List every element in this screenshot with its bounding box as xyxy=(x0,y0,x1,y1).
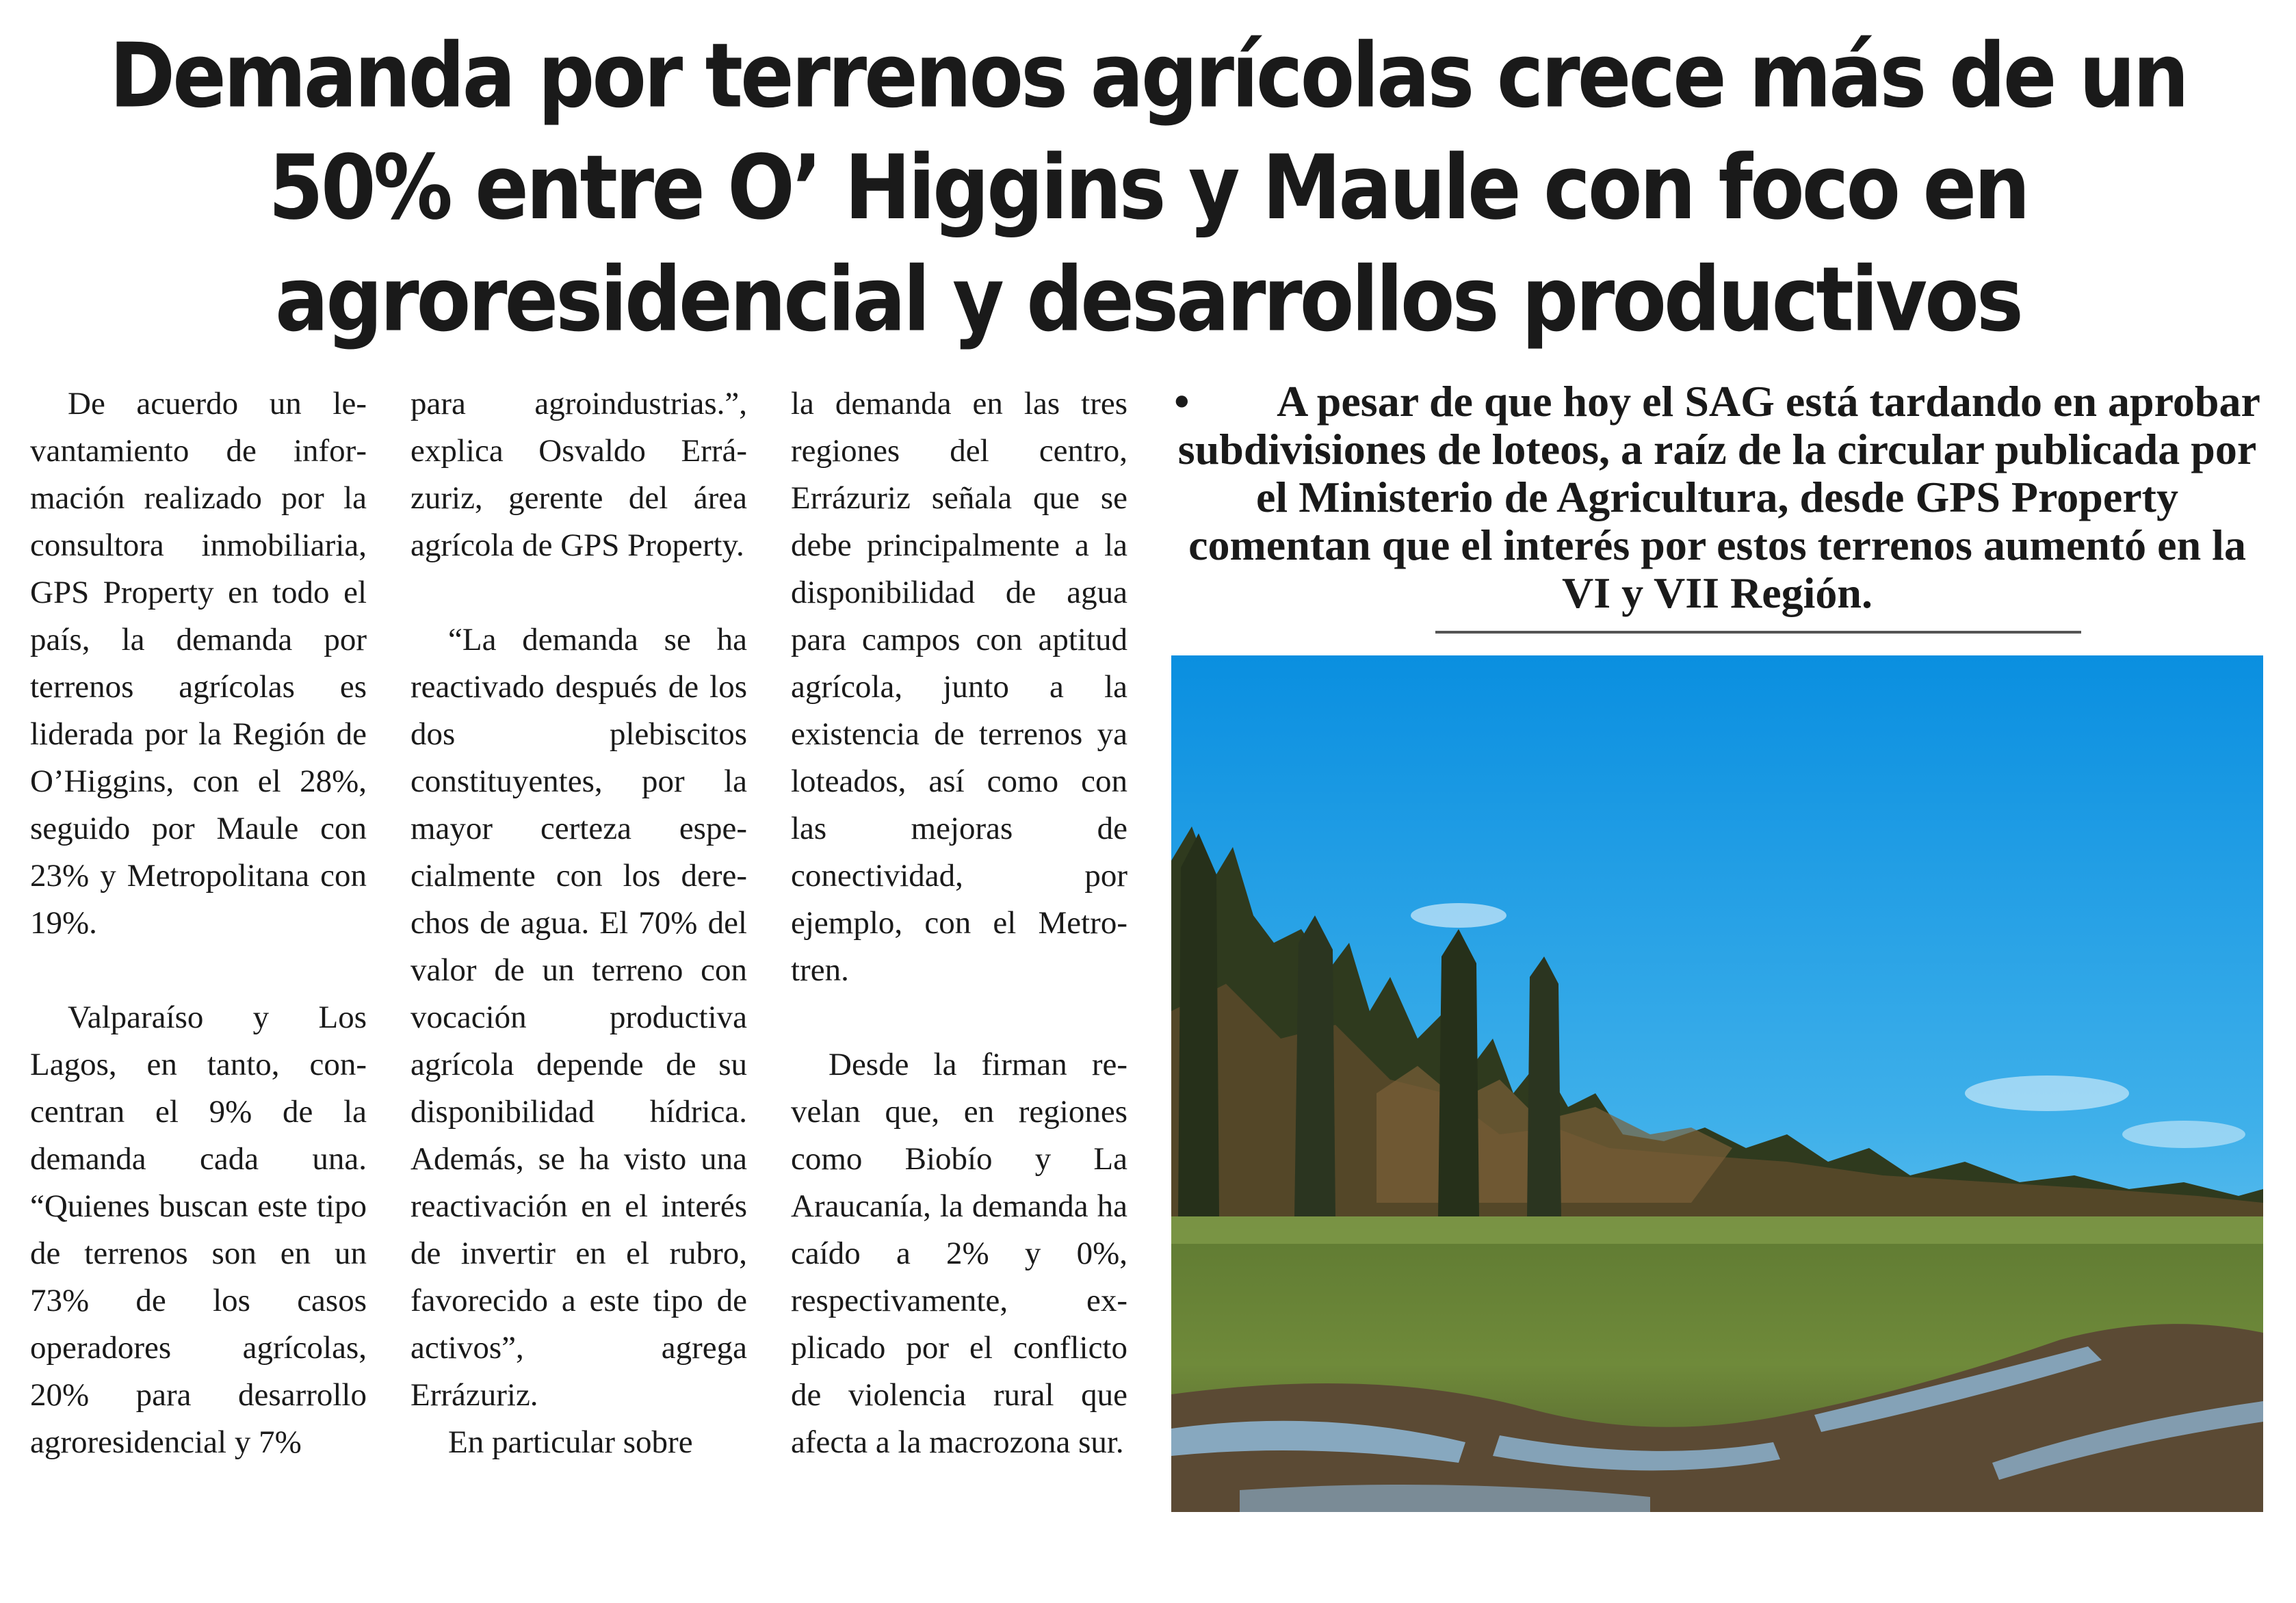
farm-field-photo xyxy=(1171,655,2263,1512)
paragraph: “La demanda se ha reactivado después de los dos plebiscitos constituyentes, por la mayor certeza especialmente con los derechos de agua. El 70% del valor de un terreno con vocación productiva agrícola depende de su disponibilidad hídrica. Además, se ha visto una reactivación en el interés de invertir en el rubro, favorecido a este tipo de activos”, agrega Errázuriz. xyxy=(410,622,747,1413)
paragraph: En particular sobre xyxy=(448,1424,693,1460)
divider xyxy=(1435,631,2081,634)
paragraph: De acuerdo un levantamiento de información realizado por la consultora inmobiliaria, GPS Property en todo el país, la demanda por terrenos agrícolas es liderada por la Región de O’Higgins, con el 28%, seguido por Maule con 23% y Metropolitana con 19%. xyxy=(30,386,367,941)
paragraph: la demanda en las tres regiones del centro, Errázuriz señala que se debe principalmente a la disponibilidad de agua para campos con aptitud agrícola, junto a la existencia de terrenos ya loteados, así como con las mejoras de conectividad, por ejemplo, con el Metrotren. xyxy=(791,386,1127,988)
paragraph: para agroindustrias.”, explica Osvaldo Errázuriz, gerente del área agrícola de GPS Property. xyxy=(410,386,747,563)
field-landscape-illustration xyxy=(1171,655,2263,1512)
pull-quote xyxy=(1171,378,2263,617)
pull-quote-text: A pesar de que hoy el SAG está tardando en aprobar subdivisiones de loteos, a raíz de la circular publicada por el Ministerio de Agricultura, desde GPS Property comentan que el interés por estos terrenos aumentó en la VI y VII Región. xyxy=(1177,377,2260,617)
paragraph: Desde la firman revelan que, en regiones como Biobío y La Araucanía, la demanda ha caído a 2% y 0%, respectivamente, explicado por el conflicto de violencia rural que afecta a la macrozona sur. xyxy=(791,1047,1127,1460)
bullet-icon: • xyxy=(1174,377,1190,426)
paragraph: Valparaíso y Los Lagos, en tanto, concentran el 9% de la demanda cada una. “Quienes buscan este tipo de terrenos son en un 73% de los casos operadores agrícolas, 20% para desarrollo agroresidencial y 7% xyxy=(30,1000,367,1460)
article-headline: Demanda por terrenos agrícolas crece más de un 50% entre O’ Higgins y Maule con foco en agroresidencial y desarrollos productivos xyxy=(109,24,2187,352)
article-column-1 xyxy=(30,380,367,1466)
article-column-2 xyxy=(410,380,747,1466)
article-column-3 xyxy=(791,380,1127,1466)
